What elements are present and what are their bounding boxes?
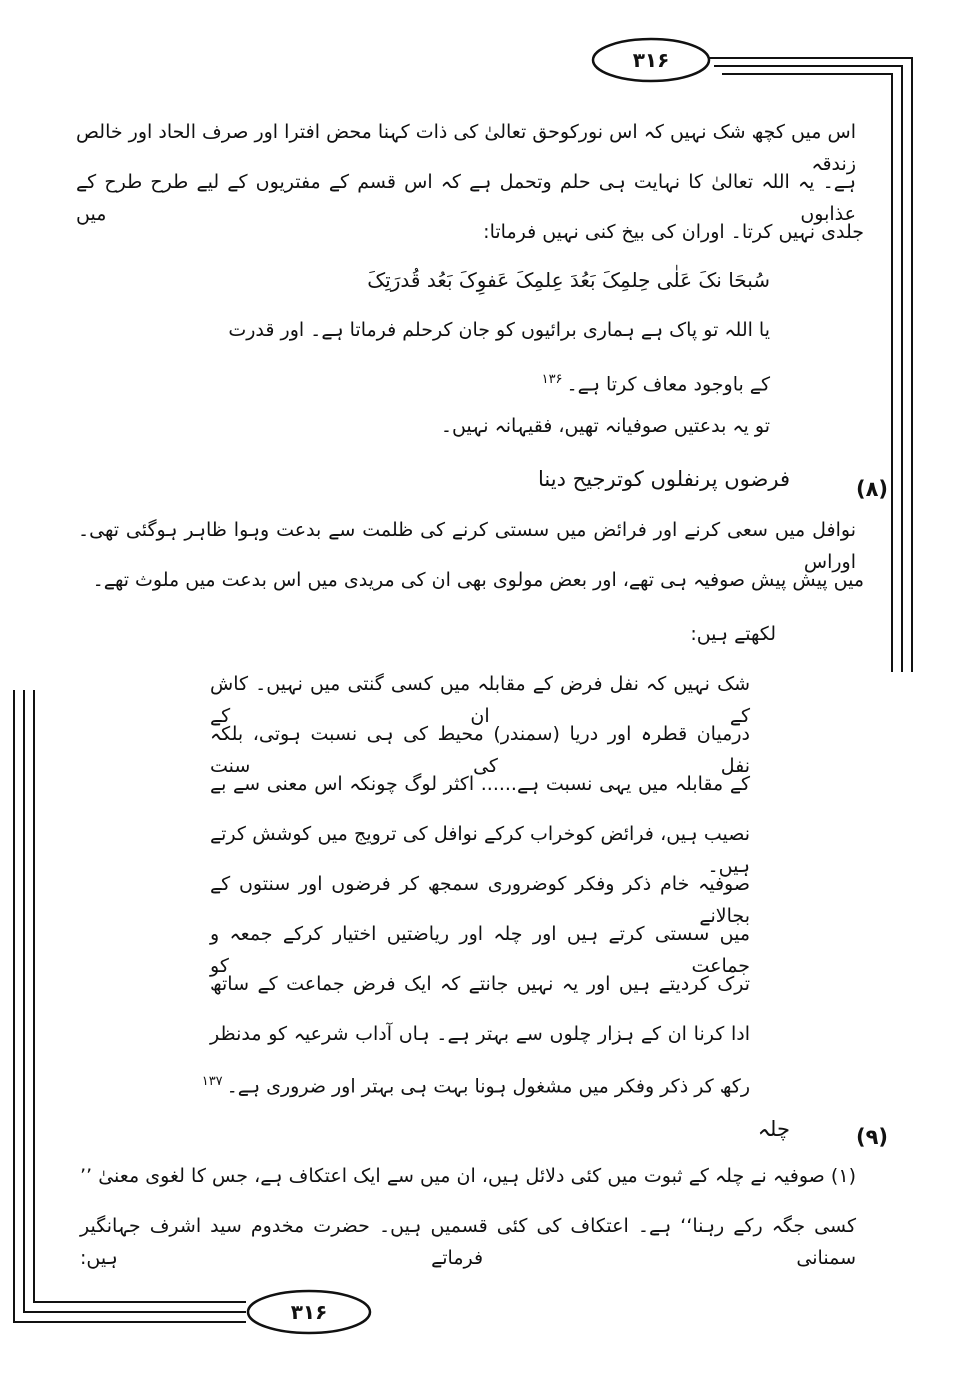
intro-line-2: ہے۔ یہ اللہ تعالیٰ کا نہایت ہی حلم وتحمل ہے کہ اس قسم کے مفتریوں کے لیے طرح طرح کے عذابوں میں [76,171,856,225]
dua-translation-1: یا اللہ تو پاک ہے ہماری برائیوں کو جان کرحلم فرماتا ہے۔ اور قدرت [228,319,770,341]
quote-line-6: میں سستی کرتے ہیں اور چلہ اور ریاضتیں اختیار کرکے جمعہ و جماعت کو [210,923,750,977]
quote-line-7: ترک کردیتے ہیں اور یہ نہیں جانتے کہ ایک فرض جماعت کے ساتھ [210,973,750,995]
quote-line-4: نصیب ہیں، فرائض کوخراب کرکے نوافل کی ترویج میں کوشش کرتے ہیں۔ [210,823,750,877]
section-8-number: (۸) [855,477,888,501]
footnote-136: ۱۳۶ [541,372,563,387]
section-9-number: (۹) [855,1125,888,1149]
section-8-line-2: میں پیش پیش صوفیہ ہی تھے، اور بعض مولوی بھی ان کی مریدی میں اس بدعت میں ملوث تھے۔ [92,569,864,591]
quote-line-1: شک نہیں کہ نفل فرض کے مقابلہ میں کسی گنتی میں نہیں۔ کاش کے ان کے [210,673,750,727]
section-8-title: فرضوں پرنفلوں کوترجیح دینا [538,467,790,491]
page-number-bottom: ۳۱۶ [290,1300,328,1324]
section-9-line-1: (۱) صوفیہ نے چلہ کے ثبوت میں کئی دلائل ہیں، ان میں سے ایک اعتکاف ہے، جس کا لغوی معنیٰ ’’ [80,1165,856,1187]
section-8-lead: لکھتے ہیں: [690,623,776,645]
quote-line-2: درمیان قطرہ اور دریا (سمندر) محیط کی ہی نسبت ہوتی، بلکہ نفل کی سنت [210,723,750,777]
section-9-line-2: کسی جگہ رکے رہنا‘‘ ہے۔ اعتکاف کی کئی قسمیں ہیں۔ حضرت مخدوم سید اشرف جہانگیر سمنانی فرماتے ہیں: [80,1215,856,1269]
page-number-top: ۳۱۶ [632,48,670,72]
dua-arabic: سُبحَا نکَ عَلٰی حِلمِکَ بَعُدَ عِلمِکَ عَفوِکَ بَعُد قُدرَتِکَ [367,268,770,292]
quote-line-8: ادا کرنا ان کے ہزار چلوں سے بہتر ہے۔ ہاں آداب شرعیہ کو مدنظر [210,1023,750,1045]
footnote-137: ۱۳۷ [201,1074,223,1089]
intro-line-1: اس میں کچھ شک نہیں کہ اس نورکوحق تعالیٰ کی ذات کہنا محض افترا اور صرف الحاد اور خالص زندقہ [76,121,856,175]
conclusion-line: تو یہ بدعتیں صوفیانہ تھیں، فقیہانہ نہیں۔ [440,415,770,437]
dua-translation-2: کے باوجود معاف کرتا ہے۔$^{۱۳۶}$ [541,372,770,396]
quote-line-9: رکھ کر ذکر وفکر میں مشغول ہونا بہت ہی بہتر اور ضروری ہے۔$^{۱۳۷}$ [201,1074,750,1098]
quote-line-3: کے مقابلہ میں یہی نسبت ہے...... اکثر لوگ چونکہ اس معنی سے بے [210,773,750,795]
section-9-title: چلہ [757,1117,790,1141]
quote-line-5: صوفیہ خام ذکر وفکر کوضروری سمجھ کر فرضوں اور سنتوں کے بجالانے [210,873,750,927]
intro-line-3: جلدی نہیں کرتا۔ اوران کی بیخ کنی نہیں فرماتا: [483,221,864,243]
section-8-line-1: نوافل میں سعی کرنے اور فرائض میں سستی کرنے کی ظلمت سے بدعت وہوا ظاہر ہوگئی تھی۔ اوراس [78,519,856,573]
